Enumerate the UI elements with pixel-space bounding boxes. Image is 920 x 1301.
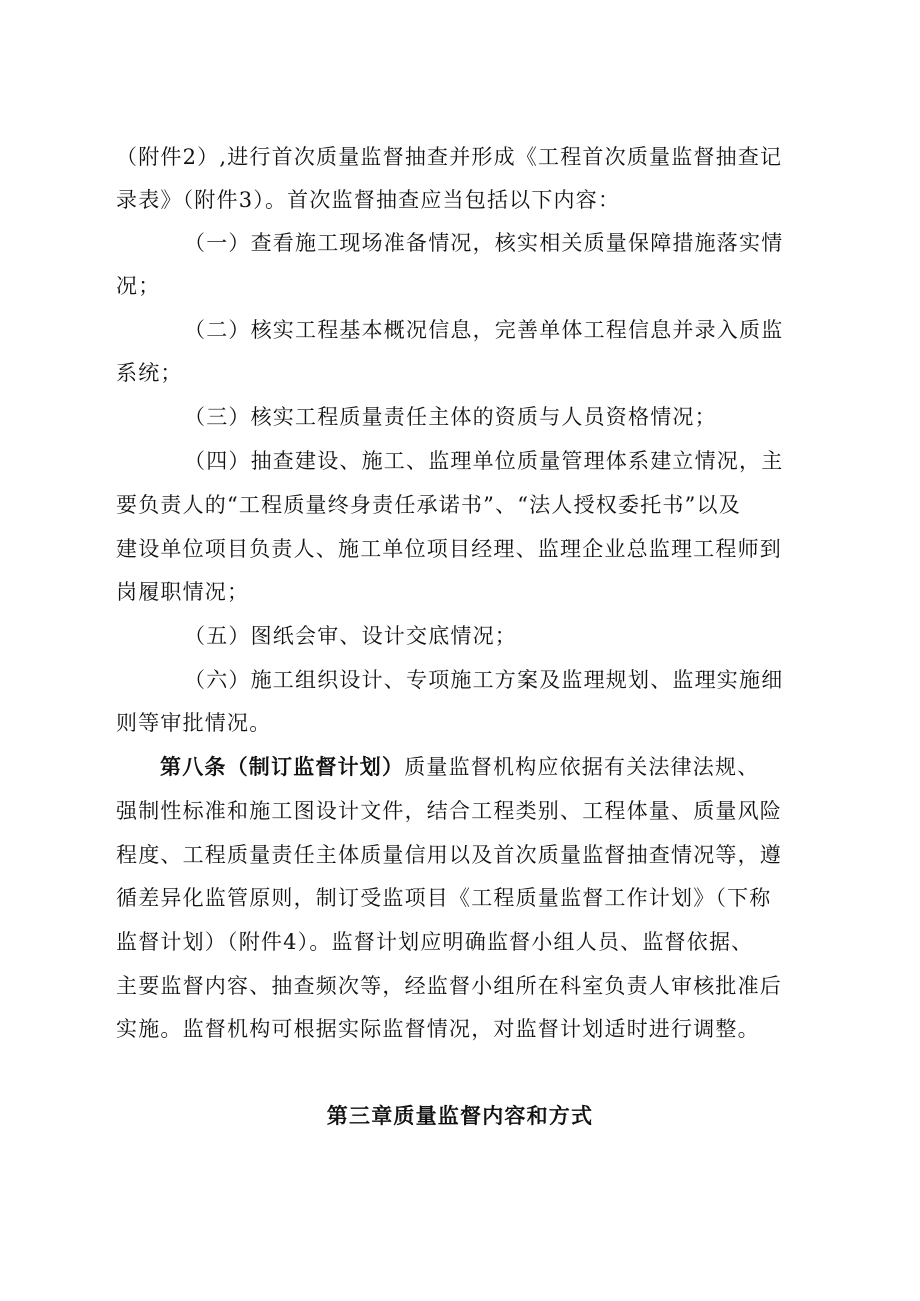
list-item-1: （一）查看施工现场准备情况，核实相关质量保障措施落实情 <box>184 231 784 255</box>
text-line: 系统； <box>116 361 183 385</box>
list-item-5: （五）图纸会审、设计交底情况； <box>184 624 517 648</box>
list-item-6: （六）施工组织设计、专项施工方案及监理规划、监理实施细 <box>184 668 784 692</box>
text-line: 循差异化监管原则，制订受监项目《工程质量监督工作计划》（下称 <box>116 886 772 910</box>
article-8-first-line <box>160 752 860 782</box>
article-8-text: 质量监督机构应依据有关法律法规、 <box>404 755 760 779</box>
text-line: 建设单位项目负责人、施工单位项目经理、监理企业总监理工程师到 <box>116 537 782 561</box>
article-8-label: 第八条（制订监督计划） <box>160 754 405 779</box>
text-line: 要负责人的“工程质量终身责任承诺书”、“法人授权委托书”以及 <box>116 493 741 517</box>
text-line: 录表》（附件3）。首次监督抽查应当包括以下内容： <box>116 188 621 212</box>
text-line: 则等审批情况。 <box>116 711 272 735</box>
text-line: 岗履职情况； <box>116 580 250 604</box>
text-line: 程度、工程质量责任主体质量信用以及首次质量监督抽查情况等，遵 <box>116 843 782 867</box>
text-line: 实施。监督机构可根据实际监督情况，对监督计划适时进行调整。 <box>116 1017 760 1041</box>
list-item-3: （三）核实工程质量责任主体的资质与人员资格情况； <box>184 405 717 429</box>
text-line: 主要监督内容、抽查频次等，经监督小组所在科室负责人审核批准后 <box>116 974 782 998</box>
chapter-heading: 第三章质量监督内容和方式 <box>326 1103 594 1128</box>
text-line: 强制性标准和施工图设计文件，结合工程类别、工程体量、质量风险 <box>116 799 782 823</box>
text-line: 况； <box>116 274 161 298</box>
text-line: 监督计划）（附件4）。监督计划应明确监督小组人员、监督依据、 <box>116 930 754 954</box>
text-line: （附件2）,进行首次质量监督抽查并形成《工程首次质量监督抽查记 <box>116 145 783 169</box>
list-item-4: （四）抽查建设、施工、监理单位质量管理体系建立情况，主 <box>184 449 784 473</box>
list-item-2: （二）核实工程基本概况信息，完善单体工程信息并录入质监 <box>184 318 784 342</box>
